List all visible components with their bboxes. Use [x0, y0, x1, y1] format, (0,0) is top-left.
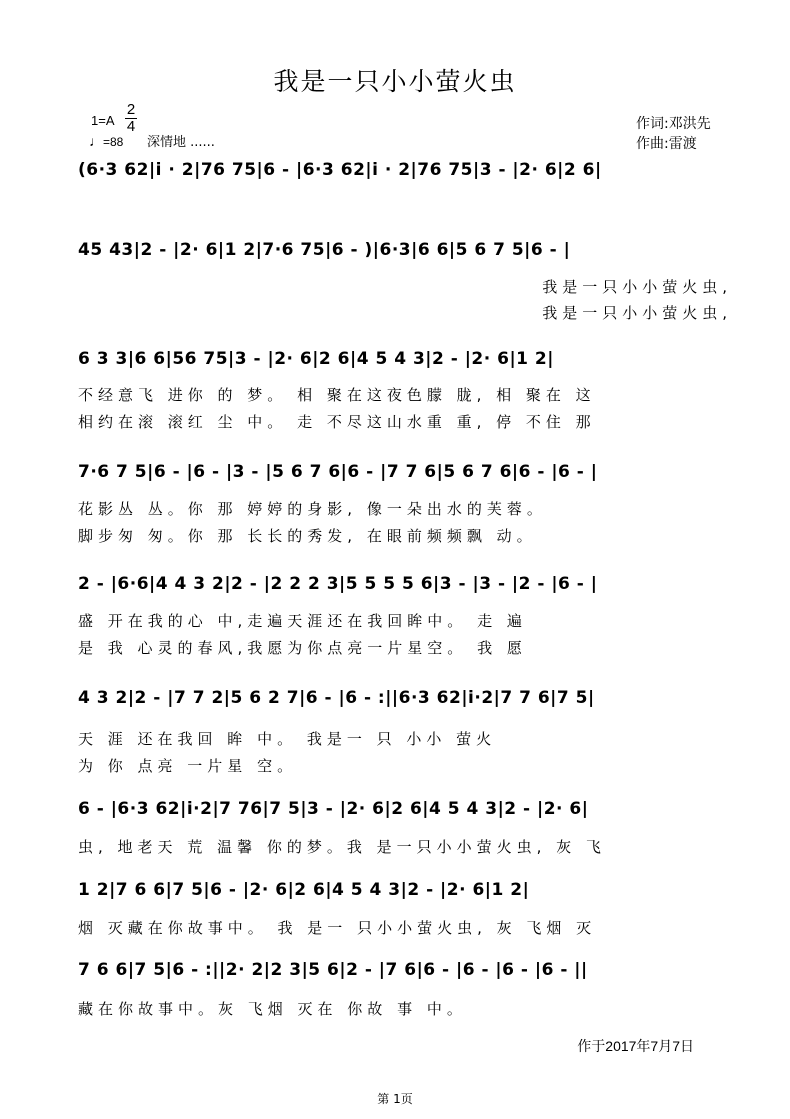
notation-row-1: (6·3 62|i · 2|76 75|6 - |6·3 62|i · 2|76 75|3 - |2· 6|2 6|: [78, 160, 602, 180]
notation-row-4: 7·6 7 5|6 - |6 - |3 - |5 6 7 6|6 - |7 7 6|5 6 7 6|6 - |6 - |: [78, 462, 598, 482]
notation-row-9: 7 6 6|7 5|6 - :||2· 2|2 3|5 6|2 - |7 6|6 - |6 - |6 - |6 - ||: [78, 960, 588, 980]
tempo-marking: ♩=88: [89, 133, 124, 149]
time-bottom: 4: [126, 118, 136, 135]
lyric-line: 相约在滚 滚红 尘 中。 走 不尽这山水重 重, 停 不住 那: [78, 413, 596, 431]
song-title: 我是一只小小萤火虫: [273, 67, 517, 96]
notation-row-2: 45 43|2 - |2· 6|1 2|7·6 75|6 - )|6·3|6 6|5 6 7 5|6 - |: [78, 240, 571, 260]
notation-row-8: 1 2|7 6 6|7 5|6 - |2· 6|2 6|4 5 4 3|2 - |2· 6|1 2|: [78, 880, 530, 900]
time-top: 2: [126, 101, 136, 118]
notation-row-3: 6 3 3|6 6|56 75|3 - |2· 6|2 6|4 5 4 3|2 - |2· 6|1 2|: [78, 349, 554, 369]
lyric-line: 不经意飞 进你 的 梦。 相 聚在这夜色朦 胧, 相 聚在 这: [78, 386, 596, 404]
lyric-line: 虫, 地老天 荒 温馨 你的梦。我 是一只小小萤火虫, 灰 飞: [78, 838, 606, 856]
composer-credit: 作曲:雷渡: [636, 136, 697, 152]
lyric-line: 花影丛 丛。你 那 婷婷的身影, 像一朵出水的芙蓉。: [78, 500, 547, 518]
lyric-line: 我是一只小小萤火虫,: [542, 304, 732, 322]
lyric-line: 为 你 点亮 一片星 空。: [78, 757, 298, 775]
key-signature: 1=A: [91, 113, 115, 128]
lyricist-credit: 作词:邓洪先: [636, 116, 711, 132]
lyric-line: 我是一只小小萤火虫,: [542, 278, 732, 296]
notation-row-6: 4 3 2|2 - |7 7 2|5 6 2 7|6 - |6 - :||6·3 62|i·2|7 7 6|7 5|: [78, 688, 595, 708]
composition-date: 作于2017年7月7日: [577, 1038, 694, 1054]
lyric-line: 天 涯 还在我回 眸 中。 我是一 只 小小 萤火: [78, 730, 497, 748]
lyric-line: 烟 灭藏在你故事中。 我 是一 只小小萤火虫, 灰 飞烟 灭: [78, 919, 597, 937]
page-number: 第 1页: [377, 1092, 413, 1106]
lyric-line: 脚步匆 匆。你 那 长长的秀发, 在眼前频频飘 动。: [78, 527, 537, 545]
lyric-line: 是 我 心灵的春风,我愿为你点亮一片星空。 我 愿: [78, 639, 527, 657]
lyric-line: 盛 开在我的心 中,走遍天涯还在我回眸中。 走 遍: [78, 612, 527, 630]
notation-row-7: 6 - |6·3 62|i·2|7 76|7 5|3 - |2· 6|2 6|4 5 4 3|2 - |2· 6|: [78, 799, 589, 819]
time-signature: [125, 102, 137, 135]
notation-row-5: 2 - |6·6|4 4 3 2|2 - |2 2 2 3|5 5 5 5 6|3 - |3 - |2 - |6 - |: [78, 574, 598, 594]
quarter-note-icon: ♩: [89, 133, 103, 149]
mood-marking: 深情地 ......: [147, 135, 215, 150]
lyric-line: 藏在你故事中。灰 飞烟 灭在 你故 事 中。: [78, 1000, 467, 1018]
